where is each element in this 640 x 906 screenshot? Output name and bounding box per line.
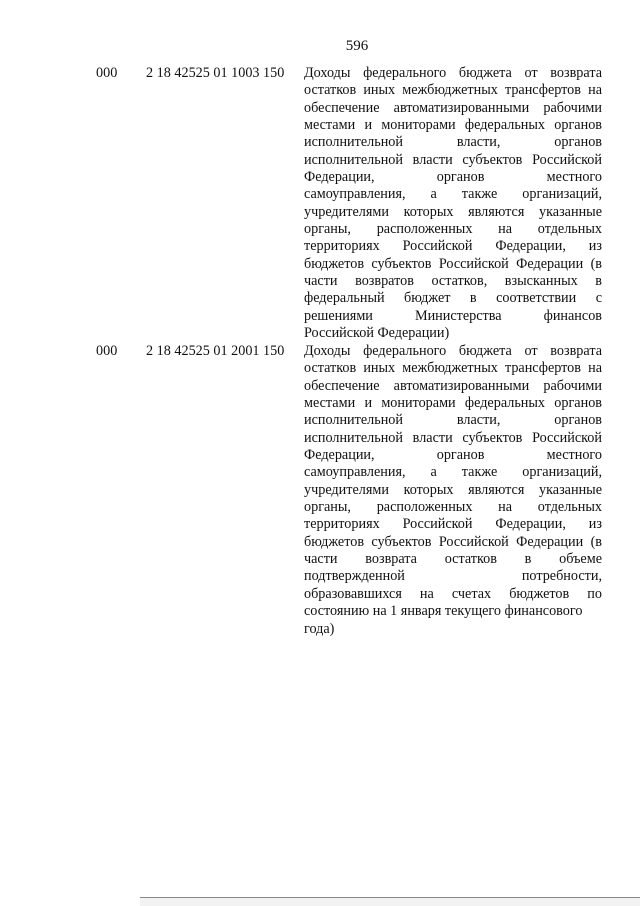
description-line: бюджетов субъектов Российской Федерации (в — [304, 255, 602, 272]
description-line: исполнительной власти, органов — [304, 134, 602, 151]
description-line: части возврата остатков в объеме — [304, 551, 602, 568]
description-line: учредителями которых являются указанные — [304, 203, 602, 220]
description-line: решениями Министерства финансов — [304, 307, 602, 324]
description-line: территориях Российской Федерации, из — [304, 238, 602, 255]
description-line: органы, расположенных на отдельных — [304, 221, 602, 238]
description-line: исполнительной власти субъектов Российской — [304, 429, 602, 446]
description-line: Российской Федерации) — [304, 325, 450, 342]
entry-description — [304, 343, 602, 638]
description-line: самоуправления, а также организаций, — [304, 464, 602, 481]
kbk-code: 2 18 42525 01 1003 150 — [146, 65, 285, 81]
description-line: подтвержденной потребности, — [304, 568, 602, 585]
description-line: органы, расположенных на отдельных — [304, 499, 602, 516]
description-line: учредителями которых являются указанные — [304, 481, 602, 498]
description-line: Доходы федерального бюджета от возврата — [304, 343, 602, 359]
description-line: Федерации, органов местного — [304, 169, 602, 186]
description-line: года) — [304, 620, 335, 637]
description-line: образовавшихся на счетах бюджетов по — [304, 585, 602, 602]
description-line: Доходы федерального бюджета от возврата — [304, 65, 602, 81]
description-line: остатков иных межбюджетных трансфертов на — [304, 82, 602, 99]
description-line: самоуправления, а также организаций, — [304, 186, 602, 203]
admin-code: 000 — [96, 343, 118, 359]
description-line: остатков иных межбюджетных трансфертов на — [304, 360, 602, 377]
description-line: части возвратов остатков, взысканных в — [304, 273, 602, 290]
description-line: местами и мониторами федеральных органов — [304, 395, 602, 412]
description-line: состоянию на 1 января текущего финансового — [304, 603, 583, 620]
description-line: исполнительной власти субъектов Российской — [304, 151, 602, 168]
description-line: местами и мониторами федеральных органов — [304, 117, 602, 134]
description-line: бюджетов субъектов Российской Федерации (в — [304, 533, 602, 550]
description-line: территориях Российской Федерации, из — [304, 516, 602, 533]
kbk-code: 2 18 42525 01 2001 150 — [146, 343, 285, 359]
description-line: федеральный бюджет в соответствии с — [304, 290, 602, 307]
admin-code: 000 — [96, 65, 118, 81]
description-line: Федерации, органов местного — [304, 447, 602, 464]
page-number: 596 — [345, 38, 369, 54]
description-line: обеспечение автоматизированными рабочими — [304, 99, 602, 116]
description-line: исполнительной власти, органов — [304, 412, 602, 429]
description-line: обеспечение автоматизированными рабочими — [304, 377, 602, 394]
entry-description — [304, 65, 602, 343]
